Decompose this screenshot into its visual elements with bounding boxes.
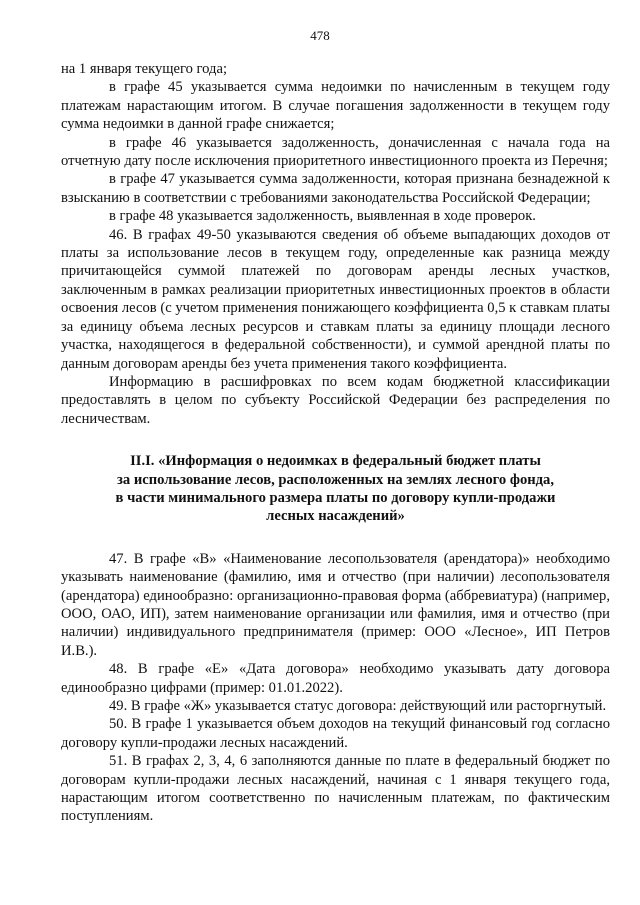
section-title-line: за использование лесов, расположенных на землях лесного фонда, [117, 471, 554, 488]
paragraph: 51. В графах 2, 3, 4, 6 заполняются данные по плате в федеральный бюджет по договорам купли-продажи лесных насаждений, начиная с 1 января текущего года, нарастающим итогом соответственно по начисленным платежам, по фактическим поступлениям. [61, 753, 610, 825]
paragraph: 49. В графе «Ж» указывается статус договора: действующий или расторгнутый. [109, 698, 607, 714]
paragraph: Информацию в расшифровках по всем кодам бюджетной классификации предоставлять в целом по субъекту Российской Федерации без распределения по лесничествам. [61, 373, 610, 427]
page-number: 478 [310, 28, 330, 43]
section-title-line: II.I. «Информация о недоимках в федеральный бюджет платы [130, 453, 541, 470]
paragraph: в графе 46 указывается задолженность, доначисленная с начала года на отчетную дату после исключения приоритетного инвестиционного проекта из Перечня; [61, 134, 610, 170]
paragraph: в графе 47 указывается сумма задолженности, которая признана безнадежной к взысканию в соответствии с требованиями законодательства Российской Федерации; [61, 171, 610, 206]
paragraph: 48. В графе «Е» «Дата договора» необходимо указывать дату договора единообразно цифрами (пример: 01.01.2022). [61, 661, 610, 696]
paragraph: на 1 января текущего года; [61, 61, 228, 77]
paragraph: 46. В графах 49-50 указываются сведения об объеме выпадающих доходов от платы за использование лесов в текущем году, определенные как разница между причитающейся суммой платежей по договорам аренды лесных участков, заключенным в рамках реализации приоритетных инвестиционных проектов в области освоения лесов (с учетом применения понижающего коэффициента 0,5 к ставкам платы за единицу объема лесных ресурсов и ставкам платы за единицу площади лесного участка, находящегося в федеральной собственности), и суммой арендной платы по данным договорам аренды без учета применения такого коэффициента. [61, 226, 610, 372]
section-title-line: в части минимального размера платы по договору купли-продажи [115, 489, 556, 506]
paragraph: в графе 48 указывается задолженность, выявленная в ходе проверок. [109, 208, 536, 225]
paragraph: 47. В графе «В» «Наименование лесопользователя (арендатора)» необходимо указывать наименование (фамилию, имя и отчество (при наличии) лесопользователя (арендатора) единообразно: организационно-правовая форма (аббревиатура) (например, ООО, ОАО, ИП), затем наименование организации или фамилия, имя и отчество (при наличии) индивидуального предпринимателя (пример: ООО «Лесное», ИП Петров И.В.). [61, 550, 610, 659]
document-body [61, 60, 610, 826]
paragraph: 50. В графе 1 указывается объем доходов на текущий финансовый год согласно договору купли-продажи лесных насаждений. [61, 716, 610, 751]
section-title-line: лесных насаждений» [266, 508, 405, 525]
section-title [61, 452, 610, 526]
paragraph: в графе 45 указывается сумма недоимки по начисленным в текущем году платежам нарастающим итогом. В случае погашения задолженности в текущем году сумма недоимки в данной графе снижается; [61, 79, 610, 133]
